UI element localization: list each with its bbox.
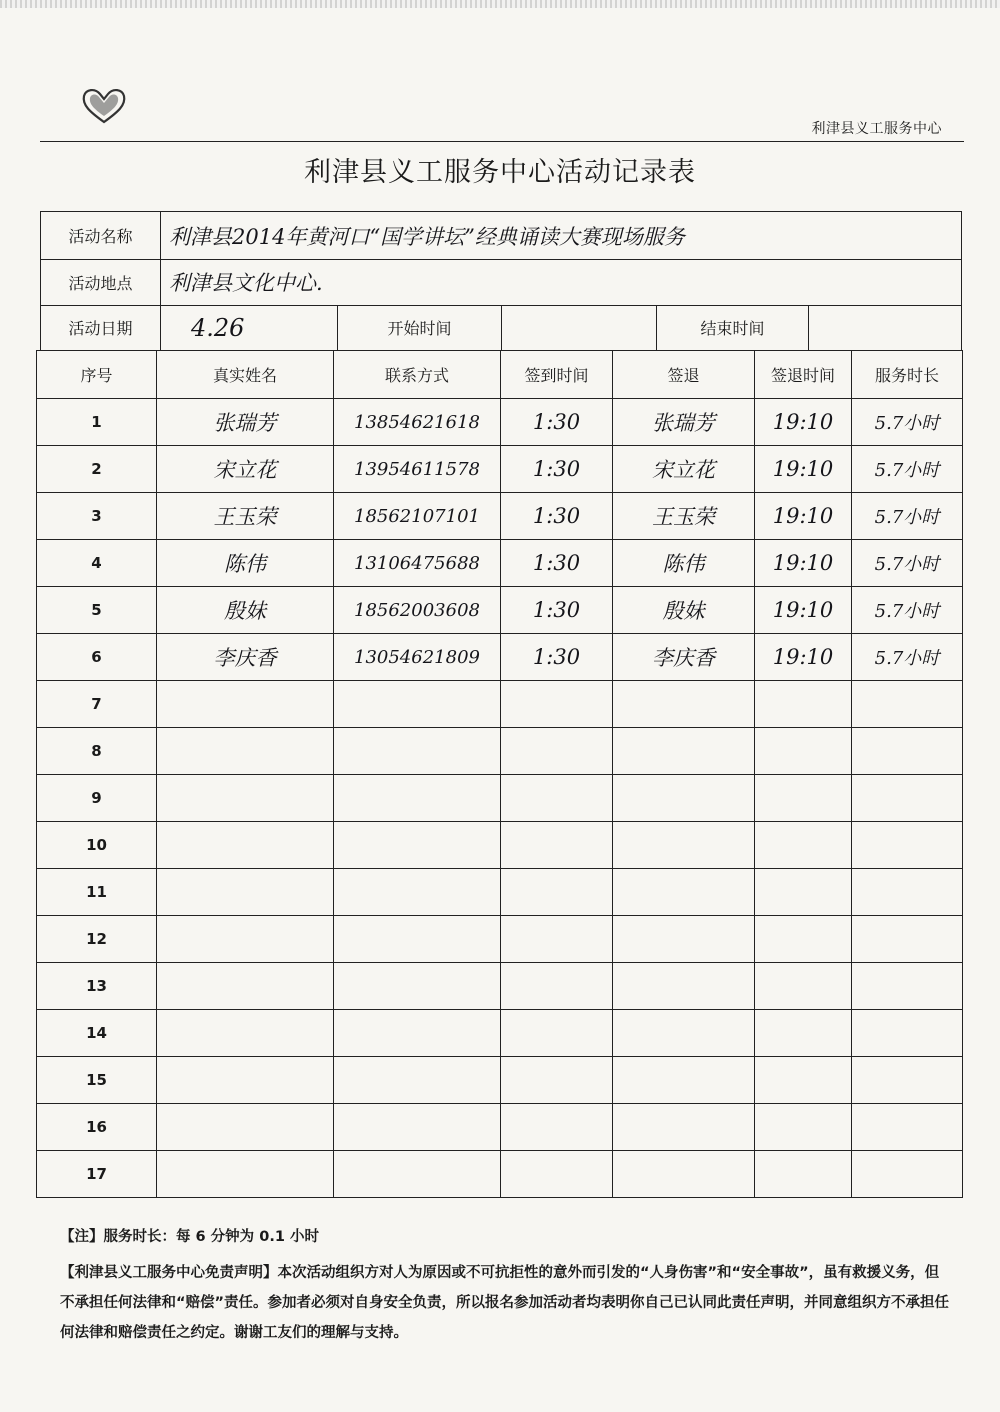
org-name-header: 利津县义工服务中心 bbox=[811, 121, 942, 137]
row-checkout bbox=[755, 681, 852, 728]
table-row bbox=[37, 869, 963, 916]
table-row bbox=[37, 916, 963, 963]
row-phone bbox=[334, 681, 501, 728]
col-header-phone: 联系方式 bbox=[334, 351, 501, 399]
activity-place-value: 利津县文化中心. bbox=[169, 271, 323, 295]
row-checkout bbox=[755, 822, 852, 869]
row-duration bbox=[852, 1151, 963, 1198]
row-phone bbox=[334, 1057, 501, 1104]
row-signout bbox=[613, 728, 755, 775]
row-name bbox=[157, 1057, 334, 1104]
row-phone: 18562003608 bbox=[334, 587, 501, 634]
end-time-value bbox=[808, 305, 961, 350]
table-row bbox=[37, 634, 963, 681]
row-phone: 13054621809 bbox=[334, 634, 501, 681]
row-phone bbox=[334, 728, 501, 775]
row-duration bbox=[852, 681, 963, 728]
row-duration bbox=[852, 728, 963, 775]
table-row bbox=[37, 1010, 963, 1057]
activity-name-value: 利津县2014年黄河口“国学讲坛”经典诵读大赛现场服务 bbox=[169, 224, 685, 249]
row-signout bbox=[613, 775, 755, 822]
row-signout bbox=[613, 916, 755, 963]
table-row bbox=[37, 540, 963, 587]
row-signout bbox=[613, 1151, 755, 1198]
row-seq: 11 bbox=[37, 869, 157, 916]
row-checkin bbox=[501, 822, 613, 869]
row-signout: 宋立花 bbox=[613, 446, 755, 493]
row-signout: 张瑞芳 bbox=[613, 399, 755, 446]
row-name bbox=[157, 822, 334, 869]
row-checkout: 19:10 bbox=[755, 446, 852, 493]
row-duration bbox=[852, 916, 963, 963]
row-seq: 15 bbox=[37, 1057, 157, 1104]
row-signout bbox=[613, 1104, 755, 1151]
row-name: 陈伟 bbox=[157, 540, 334, 587]
table-row bbox=[37, 1057, 963, 1104]
row-name: 张瑞芳 bbox=[157, 399, 334, 446]
document-title: 利津县义工服务中心活动记录表 bbox=[304, 157, 696, 188]
row-checkout: 19:10 bbox=[755, 634, 852, 681]
table-row bbox=[37, 963, 963, 1010]
row-phone bbox=[334, 1104, 501, 1151]
row-phone: 18562107101 bbox=[334, 493, 501, 540]
table-row bbox=[37, 728, 963, 775]
row-phone bbox=[334, 916, 501, 963]
row-checkout bbox=[755, 1010, 852, 1057]
row-checkout bbox=[755, 869, 852, 916]
col-header-seq: 序号 bbox=[37, 351, 157, 399]
row-checkout bbox=[755, 1151, 852, 1198]
row-seq: 7 bbox=[37, 681, 157, 728]
row-seq: 10 bbox=[37, 822, 157, 869]
row-checkout bbox=[755, 963, 852, 1010]
row-checkout bbox=[755, 1057, 852, 1104]
table-row bbox=[37, 446, 963, 493]
row-signout bbox=[613, 1057, 755, 1104]
row-signout bbox=[613, 681, 755, 728]
activity-info-block bbox=[40, 211, 962, 351]
activity-place-row bbox=[41, 259, 961, 306]
header-rule bbox=[40, 141, 964, 142]
row-checkin: 1:30 bbox=[501, 446, 613, 493]
row-checkin: 1:30 bbox=[501, 540, 613, 587]
row-checkout bbox=[755, 1104, 852, 1151]
row-phone bbox=[334, 963, 501, 1010]
row-seq: 13 bbox=[37, 963, 157, 1010]
row-checkout bbox=[755, 728, 852, 775]
row-signout: 王玉荣 bbox=[613, 493, 755, 540]
row-checkin bbox=[501, 869, 613, 916]
end-time-label: 结束时间 bbox=[656, 305, 808, 350]
row-checkin bbox=[501, 1104, 613, 1151]
row-seq: 1 bbox=[37, 399, 157, 446]
row-name bbox=[157, 775, 334, 822]
row-name bbox=[157, 681, 334, 728]
row-checkin bbox=[501, 1010, 613, 1057]
col-header-duration: 服务时长 bbox=[852, 351, 963, 399]
row-checkout: 19:10 bbox=[755, 587, 852, 634]
table-row bbox=[37, 822, 963, 869]
row-name: 殷妹 bbox=[157, 587, 334, 634]
row-signout bbox=[613, 869, 755, 916]
row-name bbox=[157, 869, 334, 916]
activity-place-label: 活动地点 bbox=[41, 259, 161, 305]
start-time-value bbox=[501, 305, 656, 350]
table-row bbox=[37, 1151, 963, 1198]
row-name bbox=[157, 728, 334, 775]
table-row bbox=[37, 399, 963, 446]
row-duration bbox=[852, 1104, 963, 1151]
row-checkin: 1:30 bbox=[501, 399, 613, 446]
activity-name-row bbox=[41, 212, 961, 260]
row-duration: 5.7小时 bbox=[852, 446, 963, 493]
row-checkin bbox=[501, 681, 613, 728]
row-checkin bbox=[501, 916, 613, 963]
disclaimer-text: 【利津县义工服务中心免责声明】本次活动组织方对人为原因或不可抗拒性的意外而引发的“人身伤害”和“安全事故”，虽有救援义务，但不承担任何法律和“赔偿”责任。参加者必须对自身安全负责，所以报名参加活动者均表明你自己已认同此责任声明，并同意组织方不承担任何法律和赔偿责任之约定。谢谢工友们的理解与支持。 bbox=[60, 1265, 950, 1341]
row-seq: 16 bbox=[37, 1104, 157, 1151]
row-phone bbox=[334, 1151, 501, 1198]
table-header-row bbox=[37, 351, 963, 399]
row-duration bbox=[852, 1010, 963, 1057]
row-duration: 5.7小时 bbox=[852, 493, 963, 540]
row-duration bbox=[852, 1057, 963, 1104]
row-seq: 14 bbox=[37, 1010, 157, 1057]
notes-section bbox=[60, 1222, 950, 1354]
table-row bbox=[37, 587, 963, 634]
table-row bbox=[37, 775, 963, 822]
row-seq: 2 bbox=[37, 446, 157, 493]
row-seq: 12 bbox=[37, 916, 157, 963]
row-duration bbox=[852, 775, 963, 822]
row-signout: 殷妹 bbox=[613, 587, 755, 634]
row-seq: 3 bbox=[37, 493, 157, 540]
row-duration bbox=[852, 963, 963, 1010]
row-name: 王玉荣 bbox=[157, 493, 334, 540]
row-signout bbox=[613, 1010, 755, 1057]
row-checkin bbox=[501, 775, 613, 822]
col-header-signout: 签退 bbox=[613, 351, 755, 399]
col-header-name: 真实姓名 bbox=[157, 351, 334, 399]
scan-edge bbox=[0, 0, 1000, 8]
row-phone: 13106475688 bbox=[334, 540, 501, 587]
row-duration: 5.7小时 bbox=[852, 634, 963, 681]
row-phone bbox=[334, 775, 501, 822]
row-name bbox=[157, 963, 334, 1010]
row-phone bbox=[334, 1010, 501, 1057]
row-checkin bbox=[501, 728, 613, 775]
row-name: 李庆香 bbox=[157, 634, 334, 681]
row-seq: 5 bbox=[37, 587, 157, 634]
row-seq: 9 bbox=[37, 775, 157, 822]
row-checkout: 19:10 bbox=[755, 540, 852, 587]
row-checkin: 1:30 bbox=[501, 493, 613, 540]
row-checkout bbox=[755, 916, 852, 963]
volunteer-table bbox=[36, 350, 963, 1198]
row-seq: 4 bbox=[37, 540, 157, 587]
row-signout: 李庆香 bbox=[613, 634, 755, 681]
row-name bbox=[157, 1151, 334, 1198]
row-duration: 5.7小时 bbox=[852, 399, 963, 446]
row-seq: 6 bbox=[37, 634, 157, 681]
row-phone bbox=[334, 869, 501, 916]
service-hours-note: 【注】服务时长：每 6 分钟为 0.1 小时 bbox=[60, 1229, 319, 1245]
row-seq: 8 bbox=[37, 728, 157, 775]
row-phone bbox=[334, 822, 501, 869]
row-signout: 陈伟 bbox=[613, 540, 755, 587]
row-name bbox=[157, 916, 334, 963]
row-signout bbox=[613, 822, 755, 869]
row-checkout: 19:10 bbox=[755, 399, 852, 446]
table-row bbox=[37, 681, 963, 728]
row-name bbox=[157, 1010, 334, 1057]
activity-date-label: 活动日期 bbox=[41, 305, 161, 350]
activity-date-row bbox=[41, 305, 961, 350]
activity-date-value: 4.26 bbox=[191, 313, 245, 342]
row-seq: 17 bbox=[37, 1151, 157, 1198]
row-duration: 5.7小时 bbox=[852, 540, 963, 587]
row-checkin bbox=[501, 963, 613, 1010]
row-signout bbox=[613, 963, 755, 1010]
col-header-checkin: 签到时间 bbox=[501, 351, 613, 399]
row-checkin: 1:30 bbox=[501, 634, 613, 681]
row-phone: 13854621618 bbox=[334, 399, 501, 446]
row-checkout: 19:10 bbox=[755, 493, 852, 540]
row-duration: 5.7小时 bbox=[852, 587, 963, 634]
row-duration bbox=[852, 869, 963, 916]
row-checkout bbox=[755, 775, 852, 822]
activity-name-label: 活动名称 bbox=[41, 212, 161, 259]
start-time-label: 开始时间 bbox=[337, 305, 501, 350]
row-phone: 13954611578 bbox=[334, 446, 501, 493]
row-checkin bbox=[501, 1151, 613, 1198]
table-row bbox=[37, 493, 963, 540]
col-header-checkout: 签退时间 bbox=[755, 351, 852, 399]
table-row bbox=[37, 1104, 963, 1151]
row-checkin: 1:30 bbox=[501, 587, 613, 634]
row-checkin bbox=[501, 1057, 613, 1104]
heart-logo-icon bbox=[80, 86, 128, 126]
row-name: 宋立花 bbox=[157, 446, 334, 493]
row-name bbox=[157, 1104, 334, 1151]
row-duration bbox=[852, 822, 963, 869]
